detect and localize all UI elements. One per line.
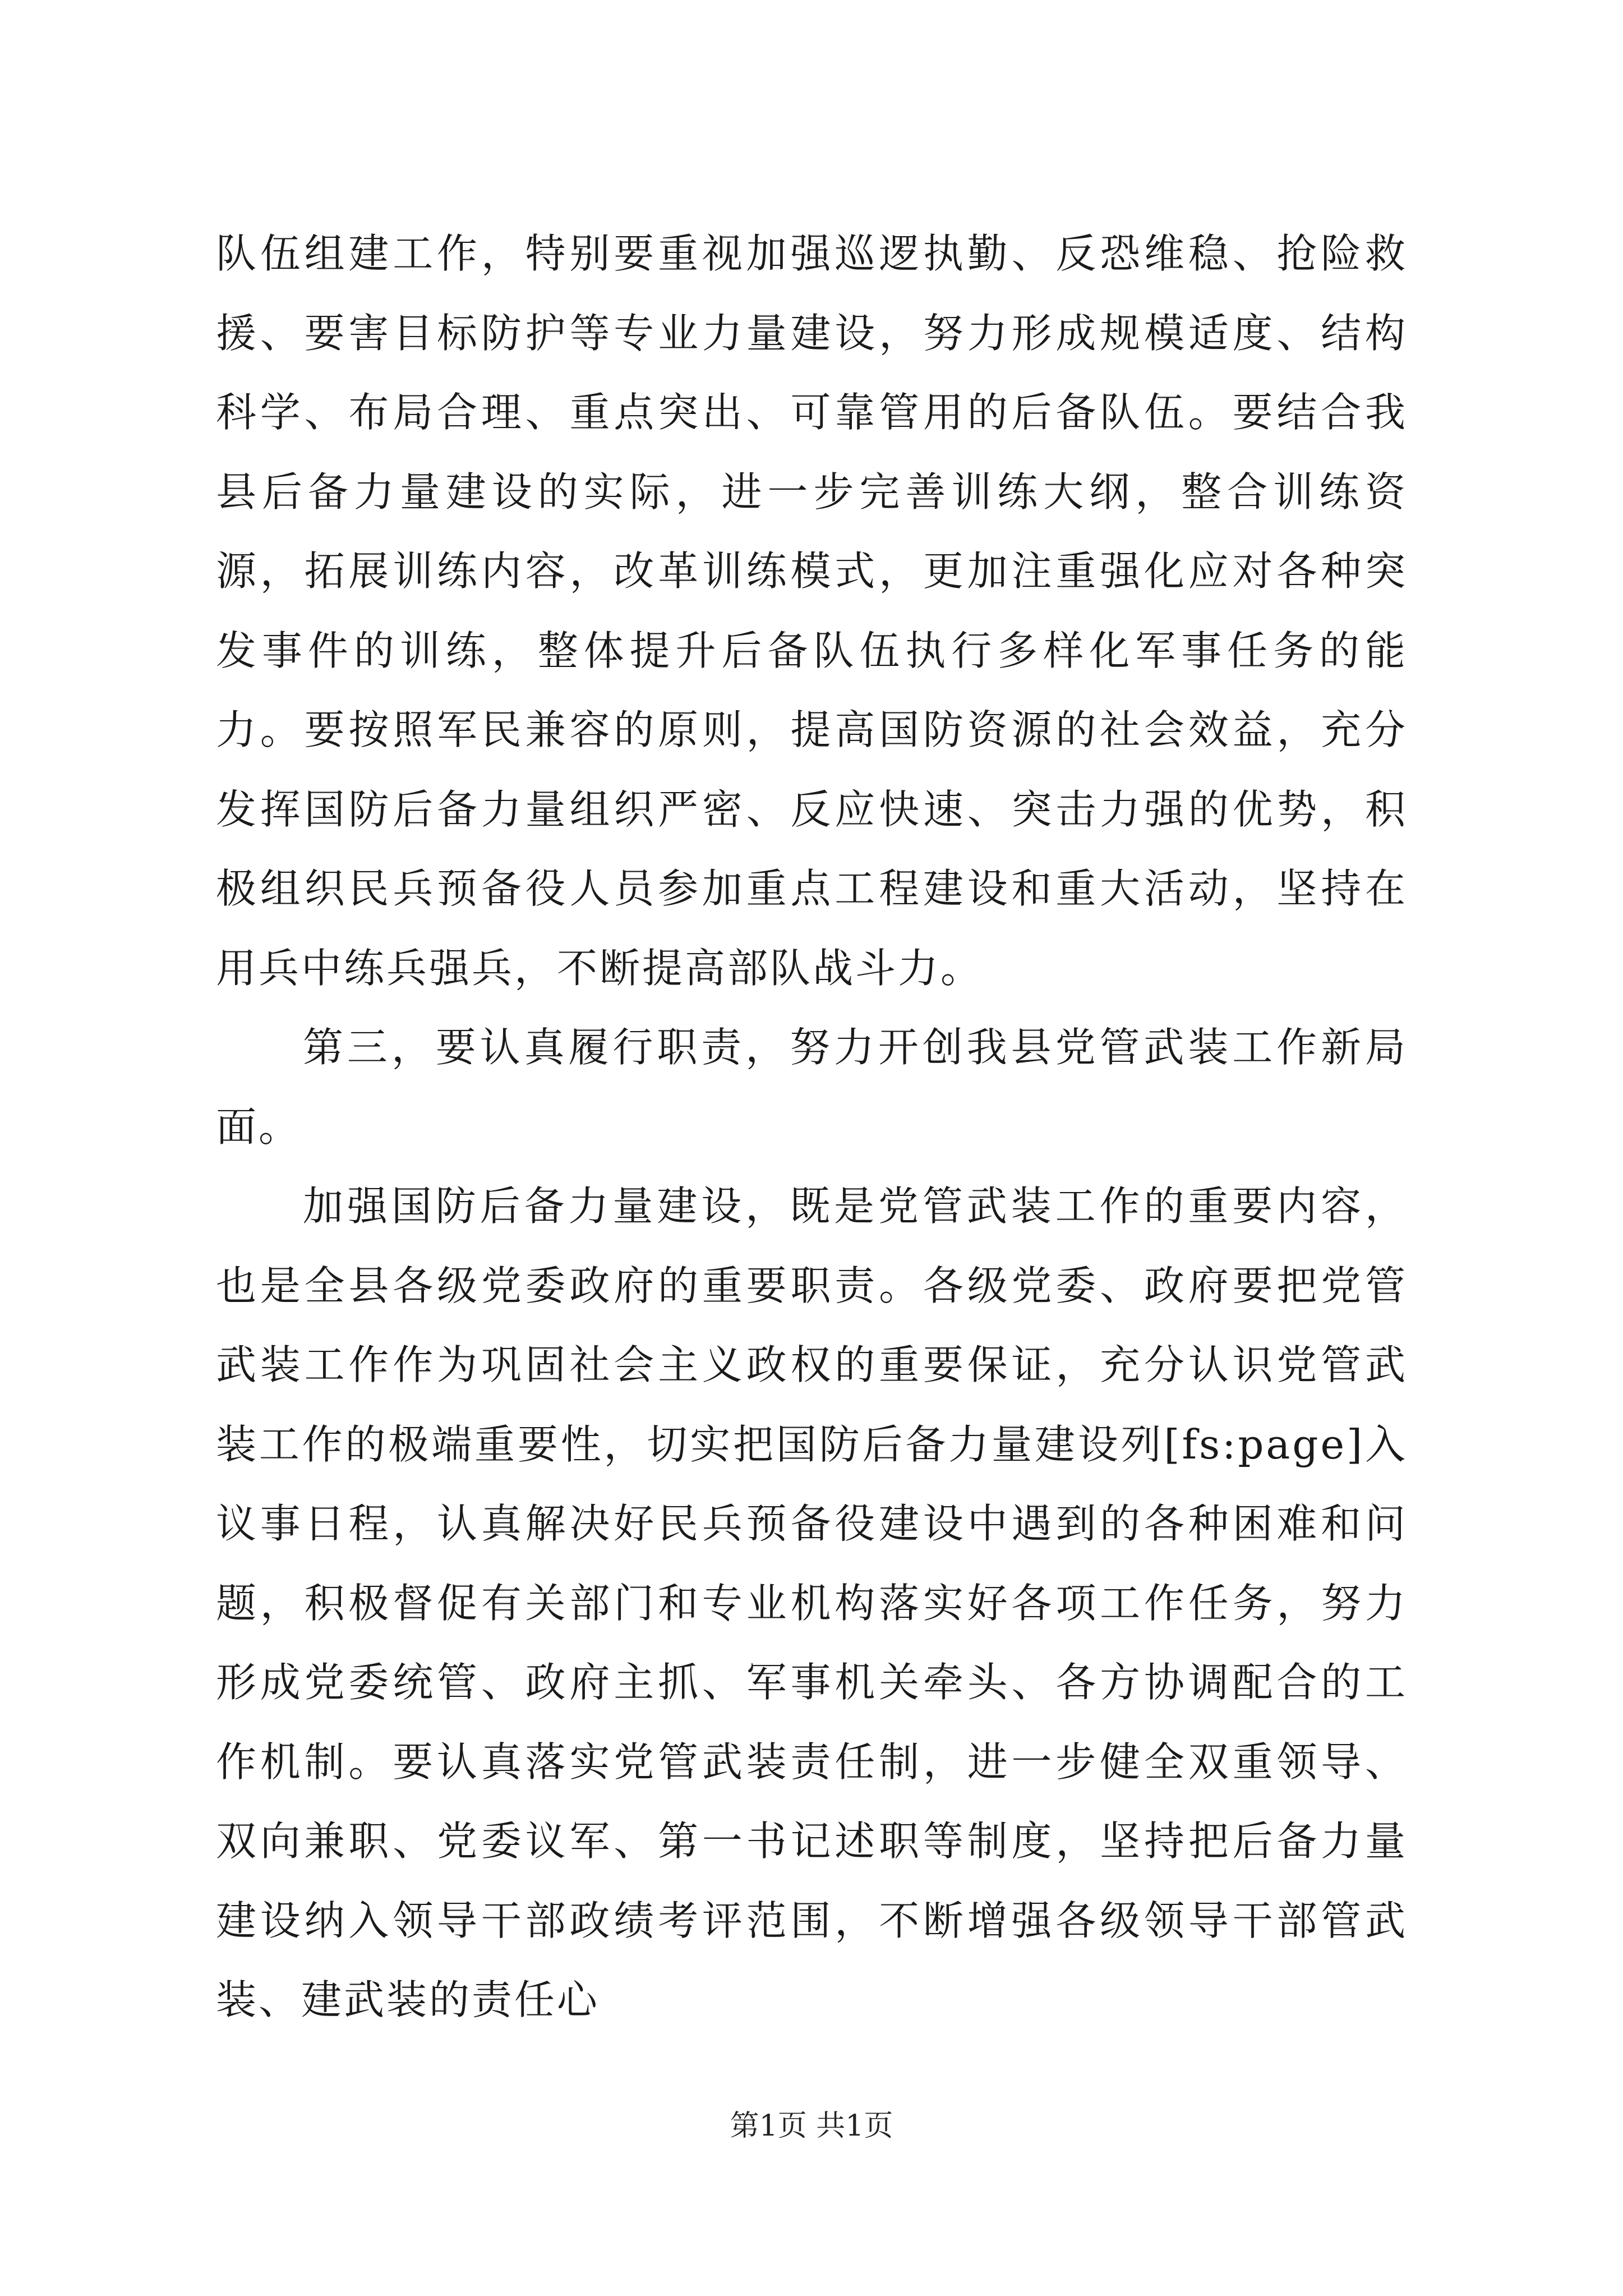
paragraph-continuation: 队伍组建工作，特别要重视加强巡逻执勤、反恐维稳、抢险救援、要害目标防护等专业力量建设，努力形成规模适度、结构科学、布局合理、重点突出、可靠管用的后备队伍。要结合我县后备力量建设的实际，进一步完善训练大纲，整合训练资源，拓展训练内容，改革训练模式，更加注重强化应对各种突发事件的训练，整体提升后备队伍执行多样化军事任务的能力。要按照军民兼容的原则，提高国防资源的社会效益，充分发挥国防后备力量组织严密、反应快速、突击力强的优势，积极组织民兵预备役人员参加重点工程建设和重大活动，坚持在用兵中练兵强兵，不断提高部队战斗力。 [216,230,1408,992]
paragraph-body: 加强国防后备力量建设，既是党管武装工作的重要内容，也是全县各级党委政府的重要职责。各级党委、政府要把党管武装工作作为巩固社会主义政权的重要保证，充分认识党管武装工作的极端重要性，切实把国防后备力量建设列[fs:page]入议事日程，认真解决好民兵预备役建设中遇到的各种困难和问题，积极督促有关部门和专业机构落实好各项工作任务，努力形成党委统管、政府主抓、军事机关牵头、各方协调配合的工作机制。要认真落实党管武装责任制，进一步健全双重领导、双向兼职、党委议军、第一书记述职等制度，坚持把后备力量建设纳入领导干部政绩考评范围，不断增强各级领导干部管武装、建武装的责任心 [216,1182,1408,2023]
document-body [216,214,1408,2040]
paragraph-heading-third: 第三，要认真履行职责，努力开创我县党管武装工作新局面。 [216,1024,1408,1151]
page-footer: 第1页 共1页 [730,2109,893,2143]
